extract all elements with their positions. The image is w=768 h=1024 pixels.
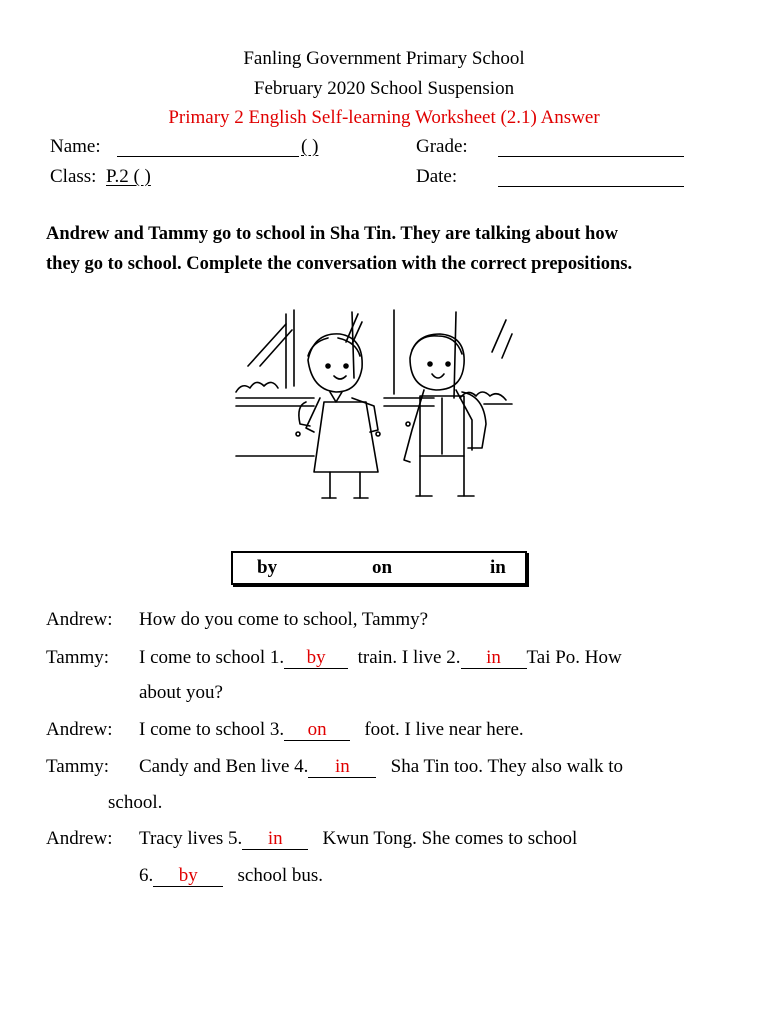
speaker-label: Andrew: — [46, 828, 113, 849]
answer-blank-3[interactable]: on — [284, 720, 350, 741]
word-bank-item: on — [372, 557, 393, 578]
date-label: Date: — [416, 166, 458, 187]
date-line[interactable] — [498, 186, 684, 187]
answer-blank-4[interactable]: in — [308, 757, 376, 778]
answer-blank-1[interactable]: by — [284, 648, 348, 669]
dialogue-text: Kwun Tong. She comes to school — [322, 828, 578, 849]
class-value: P.2 ( ) — [106, 166, 151, 187]
speaker-label: Tammy: — [46, 756, 110, 777]
answer-blank-6[interactable]: by — [153, 866, 223, 887]
children-illustration — [234, 306, 514, 504]
name-line[interactable] — [117, 156, 299, 157]
dialogue-text: school. — [108, 792, 163, 813]
grade-label: Grade: — [416, 136, 468, 157]
class-label: Class: — [50, 166, 97, 187]
grade-line[interactable] — [498, 156, 684, 157]
word-bank-item: by — [257, 557, 278, 578]
worksheet-title: Primary 2 English Self-learning Worksheet (2.1) Answer — [168, 107, 600, 128]
speaker-label: Tammy: — [46, 647, 110, 668]
dialogue-text: 6. — [139, 865, 154, 886]
dialogue-text: Candy and Ben live 4. — [139, 756, 309, 777]
dialogue-text: I come to school 1. — [139, 647, 285, 668]
instruction-line-1: Andrew and Tammy go to school in Sha Tin. They are talking about how — [46, 224, 618, 244]
class-number-paren: ( ) — [301, 136, 319, 157]
dialogue-text: Tracy lives 5. — [139, 828, 243, 849]
worksheet-subtitle: February 2020 School Suspension — [253, 78, 515, 99]
dialogue-text: Tai Po. How — [526, 647, 622, 668]
answer-blank-5[interactable]: in — [242, 829, 308, 850]
dialogue-text: about you? — [139, 682, 223, 703]
instruction-line-2: they go to school. Complete the conversation with the correct prepositions. — [46, 254, 633, 274]
word-bank-box — [231, 551, 527, 585]
answer-blank-2[interactable]: in — [461, 648, 527, 669]
speaker-label: Andrew: — [46, 719, 113, 740]
speaker-label: Andrew: — [46, 609, 113, 630]
dialogue-text: foot. I live near here. — [364, 719, 524, 740]
word-bank-item: in — [490, 557, 506, 578]
dialogue-text: school bus. — [237, 865, 323, 886]
name-label: Name: — [50, 136, 101, 157]
dialogue-text: train. I live 2. — [357, 647, 461, 668]
school-name: Fanling Government Primary School — [243, 48, 525, 69]
dialogue-text: How do you come to school, Tammy? — [139, 609, 429, 630]
dialogue-text: I come to school 3. — [139, 719, 285, 740]
dialogue-text: Sha Tin too. They also walk to — [390, 756, 624, 777]
